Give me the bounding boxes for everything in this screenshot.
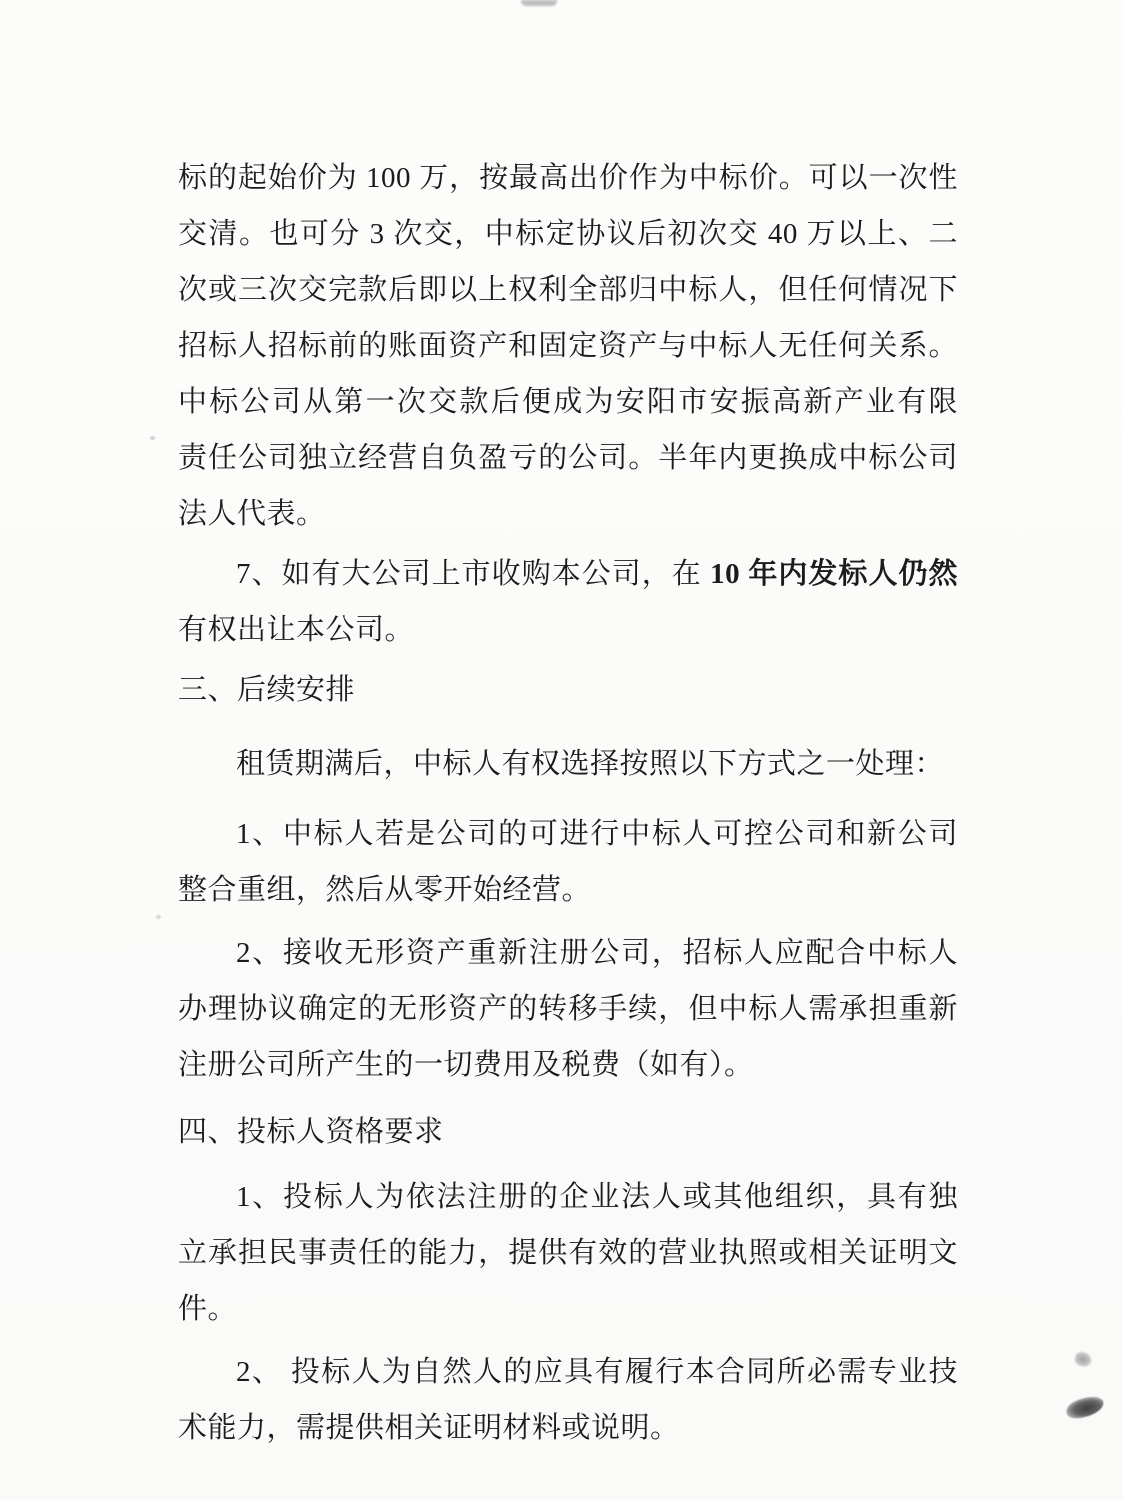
paragraph-lease-expiry bbox=[178, 736, 958, 792]
text-line bbox=[178, 925, 958, 981]
cutoff-mark-icon bbox=[521, 0, 557, 6]
text-run: 立承担民事责任的能力，提供有效的营业执照或相关证明文 bbox=[178, 1237, 958, 1269]
text-run: 1、中标人若是公司的可进行中标人可控公司和新公司 bbox=[236, 818, 958, 850]
text-line bbox=[178, 430, 958, 486]
text-run: 责任公司独立经营自负盈亏的公司。半年内更换成中标公司 bbox=[178, 442, 958, 474]
text-run: 整合重组，然后从零开始经营。 bbox=[178, 874, 592, 906]
text-line bbox=[178, 1169, 958, 1225]
text-run: 2、接收无形资产重新注册公司，招标人应配合中标人 bbox=[236, 937, 958, 969]
text-line bbox=[178, 150, 958, 206]
text-run: 2、 投标人为自然人的应具有履行本合同所必需专业技 bbox=[236, 1356, 958, 1388]
text-run: 办理协议确定的无形资产的转移手续，但中标人需承担重新 bbox=[178, 993, 958, 1025]
text-run: 中标公司从第一次交款后便成为安阳市安振高新产业有限 bbox=[178, 386, 958, 418]
document-content bbox=[178, 150, 958, 1456]
text-line bbox=[178, 262, 958, 318]
text-line bbox=[178, 318, 958, 374]
text-run: 注册公司所产生的一切费用及税费（如有）。 bbox=[178, 1049, 754, 1081]
speck-icon bbox=[150, 436, 155, 440]
text-line bbox=[178, 1281, 958, 1337]
paragraph-option-2 bbox=[178, 925, 958, 1093]
text-run: 招标人招标前的账面资产和固定资产与中标人无任何关系。 bbox=[178, 330, 958, 362]
text-line bbox=[178, 1225, 958, 1281]
text-line bbox=[178, 1400, 958, 1456]
ink-smudge-icon bbox=[1073, 1350, 1094, 1370]
text-run: 次或三次交完款后即以上权利全部归中标人，但任何情况下 bbox=[178, 274, 958, 306]
text-run: 有权出让本公司。 bbox=[178, 614, 415, 646]
paragraph-option-1 bbox=[178, 806, 958, 918]
heading-section-4 bbox=[178, 1104, 958, 1160]
text-line bbox=[178, 662, 958, 718]
text-line bbox=[178, 806, 958, 862]
paragraph-qualification-2 bbox=[178, 1344, 958, 1456]
text-run: 四、投标人资格要求 bbox=[178, 1116, 444, 1148]
bold-text-run: 10 年内发标人仍然 bbox=[710, 558, 958, 590]
text-line bbox=[178, 1104, 958, 1160]
text-line bbox=[178, 602, 958, 658]
text-line bbox=[178, 486, 958, 542]
text-line bbox=[178, 374, 958, 430]
speck-icon bbox=[156, 915, 161, 919]
text-run: 1、投标人为依法注册的企业法人或其他组织，具有独 bbox=[236, 1181, 958, 1213]
paragraph-qualification-1 bbox=[178, 1169, 958, 1337]
text-line bbox=[178, 736, 958, 792]
paragraph-item-7 bbox=[178, 546, 958, 658]
paragraph-bid-price-terms bbox=[178, 150, 958, 542]
text-run: 标的起始价为 100 万，按最高出价作为中标价。可以一次性 bbox=[178, 162, 958, 194]
text-line bbox=[178, 1344, 958, 1400]
text-run: 三、后续安排 bbox=[178, 674, 356, 706]
ink-smudge-icon bbox=[1065, 1395, 1106, 1420]
text-run: 7、如有大公司上市收购本公司，在 bbox=[236, 558, 711, 590]
text-run: 法人代表。 bbox=[178, 498, 326, 530]
text-line bbox=[178, 546, 958, 602]
text-run: 件。 bbox=[178, 1293, 238, 1325]
text-line bbox=[178, 981, 958, 1037]
text-line bbox=[178, 1037, 958, 1093]
text-run: 交清。也可分 3 次交，中标定协议后初次交 40 万以上、二 bbox=[178, 218, 958, 250]
text-line bbox=[178, 206, 958, 262]
text-run: 租赁期满后，中标人有权选择按照以下方式之一处理： bbox=[236, 748, 945, 780]
text-run: 术能力，需提供相关证明材料或说明。 bbox=[178, 1412, 680, 1444]
heading-section-3 bbox=[178, 662, 958, 718]
text-line bbox=[178, 862, 958, 918]
